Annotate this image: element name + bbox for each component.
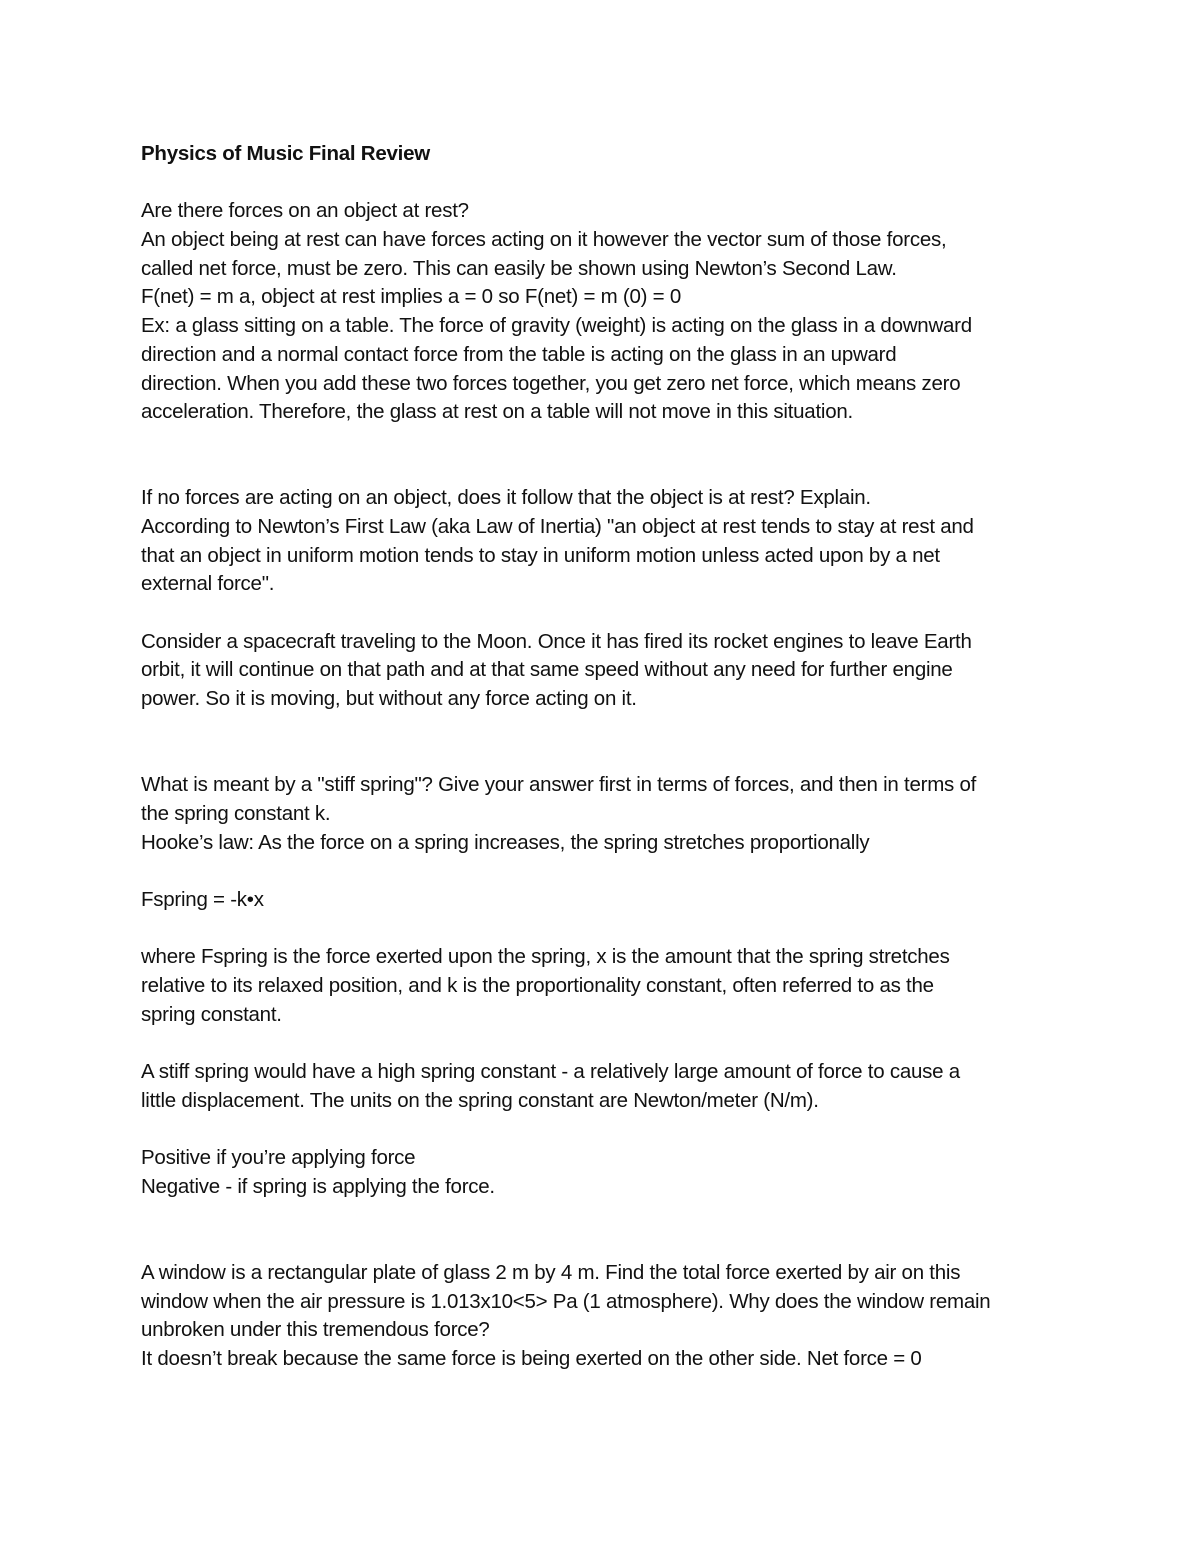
sign-line: Positive if you’re applying force — [141, 1146, 416, 1170]
hookes-law-line: Hooke’s law: As the force on a spring increases, the spring stretches proportionally — [141, 830, 870, 854]
question-no-forces: If no forces are acting on an object, does it follow that the object is at rest? Explain. — [141, 486, 871, 510]
spacer — [141, 1201, 1066, 1258]
stiff-spring-line: A stiff spring would have a high spring constant - a relatively large amount of force to cause a — [141, 1060, 960, 1084]
stiff-spring-line: little displacement. The units on the spring constant are Newton/meter (N/m). — [141, 1088, 819, 1112]
answer-line: F(net) = m a, object at rest implies a = 0 so F(net) = m (0) = 0 — [141, 285, 681, 309]
question-forces-at-rest: Are there forces on an object at rest? — [141, 199, 469, 223]
answer-line: direction. When you add these two forces together, you get zero net force, which means zero — [141, 371, 961, 395]
answer-line: Ex: a glass sitting on a table. The force of gravity (weight) is acting on the glass in a downward — [141, 314, 972, 338]
definition-line: relative to its relaxed position, and k is the proportionality constant, often referred to as the — [141, 973, 934, 997]
document-title: Physics of Music Final Review — [141, 142, 430, 165]
answer-line: external force". — [141, 572, 275, 596]
spacer — [141, 915, 1066, 944]
document-page — [141, 140, 1066, 1374]
question-stiff-spring: What is meant by a "stiff spring"? Give your answer first in terms of forces, and then in terms of — [141, 773, 977, 797]
spacer — [141, 1115, 1066, 1144]
spacer — [141, 599, 1066, 628]
window-answer-line: It doesn’t break because the same force is being exerted on the other side. Net force = 0 — [141, 1346, 922, 1370]
answer-line: called net force, must be zero. This can easily be shown using Newton’s Second Law. — [141, 256, 897, 280]
sign-line: Negative - if spring is applying the force. — [141, 1174, 495, 1198]
spacer — [141, 427, 1066, 484]
window-question-line: A window is a rectangular plate of glass 2 m by 4 m. Find the total force exerted by air on this — [141, 1260, 961, 1284]
answer-line: acceleration. Therefore, the glass at rest on a table will not move in this situation. — [141, 400, 853, 424]
answer-line: An object being at rest can have forces acting on it however the vector sum of those forces, — [141, 228, 947, 252]
answer-line: direction and a normal contact force from the table is acting on the glass in an upward — [141, 342, 897, 366]
spacer — [141, 169, 1066, 198]
window-question-line: unbroken under this tremendous force? — [141, 1318, 490, 1342]
example-line: Consider a spacecraft traveling to the Moon. Once it has fired its rocket engines to leave Earth — [141, 629, 972, 653]
spacer — [141, 1029, 1066, 1058]
spacer — [141, 857, 1066, 886]
answer-line: According to Newton’s First Law (aka Law of Inertia) "an object at rest tends to stay at rest and — [141, 514, 974, 538]
definition-line: spring constant. — [141, 1002, 282, 1026]
example-line: power. So it is moving, but without any force acting on it. — [141, 687, 637, 711]
answer-line: that an object in uniform motion tends to stay in uniform motion unless acted upon by a net — [141, 543, 940, 567]
question-stiff-spring: the spring constant k. — [141, 801, 331, 825]
definition-line: where Fspring is the force exerted upon the spring, x is the amount that the spring stretches — [141, 945, 950, 969]
window-question-line: window when the air pressure is 1.013x10<5> Pa (1 atmosphere). Why does the window remain — [141, 1289, 991, 1313]
example-line: orbit, it will continue on that path and at that same speed without any need for further engine — [141, 658, 953, 682]
spacer — [141, 714, 1066, 771]
spring-formula: Fspring = -k•x — [141, 887, 264, 911]
